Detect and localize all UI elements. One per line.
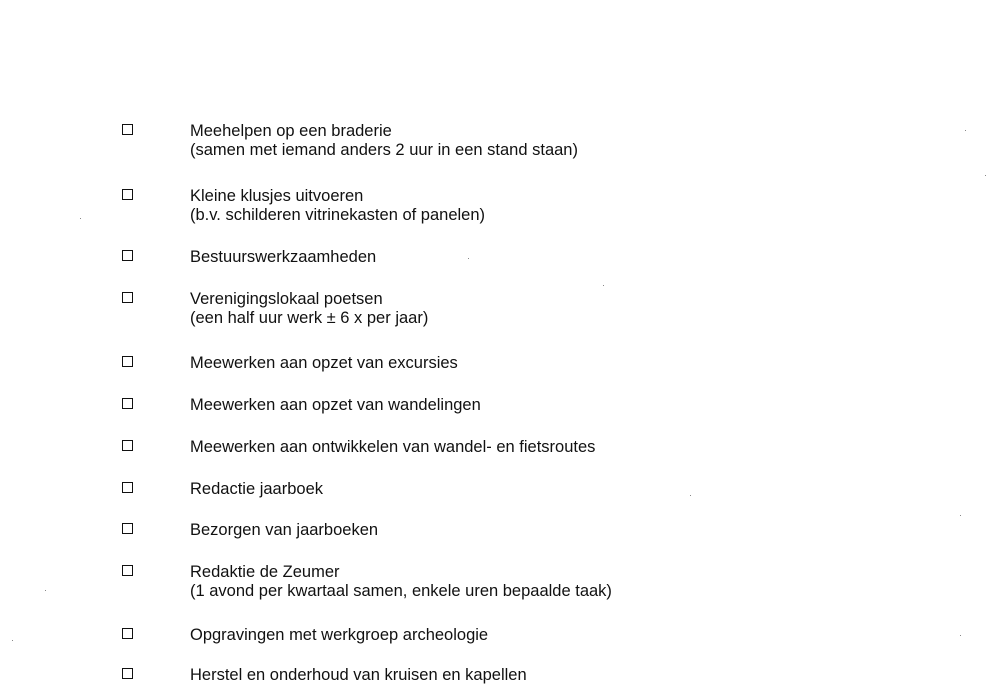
item-note: (b.v. schilderen vitrinekasten of panelen) (190, 206, 486, 224)
scan-speck (603, 285, 604, 286)
item-text (190, 248, 376, 267)
scan-speck (80, 218, 81, 219)
item-note: (1 avond per kwartaal samen, enkele uren bepaalde taak) (190, 582, 612, 600)
checkbox[interactable] (122, 523, 133, 534)
item-title: Bezorgen van jaarboeken (190, 521, 379, 539)
item-text (190, 666, 527, 685)
item-title: Redaktie de Zeumer (190, 563, 340, 581)
item-text (190, 521, 378, 540)
checkbox[interactable] (122, 668, 133, 679)
checkbox[interactable] (122, 292, 133, 303)
item-text (190, 290, 428, 328)
scan-speck (45, 590, 46, 591)
item-text (190, 480, 323, 499)
item-title: Meehelpen op een braderie (190, 122, 392, 140)
item-title: Herstel en onderhoud van kruisen en kapellen (190, 666, 527, 684)
item-text (190, 626, 488, 645)
checkbox[interactable] (122, 482, 133, 493)
checkbox[interactable] (122, 250, 133, 261)
item-title: Meewerken aan ontwikkelen van wandel- en fietsroutes (190, 438, 596, 456)
checkbox[interactable] (122, 398, 133, 409)
item-text (190, 396, 481, 415)
item-title: Redactie jaarboek (190, 480, 323, 498)
item-text (190, 187, 485, 225)
item-title: Verenigingslokaal poetsen (190, 290, 383, 308)
item-title: Opgravingen met werkgroep archeologie (190, 626, 489, 644)
scan-speck (985, 175, 986, 176)
scan-speck (960, 515, 961, 516)
item-title: Meewerken aan opzet van wandelingen (190, 396, 481, 414)
item-text (190, 354, 458, 373)
checkbox[interactable] (122, 124, 133, 135)
scan-speck (965, 130, 966, 131)
item-note: (een half uur werk ± 6 x per jaar) (190, 309, 429, 327)
checkbox[interactable] (122, 189, 133, 200)
scan-speck (960, 635, 961, 636)
checkbox[interactable] (122, 356, 133, 367)
item-title: Kleine klusjes uitvoeren (190, 187, 364, 205)
scan-speck (690, 495, 691, 496)
item-title: Bestuurswerkzaamheden (190, 248, 377, 266)
item-note: (samen met iemand anders 2 uur in een stand staan) (190, 141, 578, 159)
scan-speck (12, 640, 13, 641)
item-text (190, 438, 595, 457)
item-title: Meewerken aan opzet van excursies (190, 354, 458, 372)
item-text (190, 122, 578, 160)
scan-speck (468, 258, 469, 259)
checkbox[interactable] (122, 565, 133, 576)
checkbox[interactable] (122, 628, 133, 639)
item-text (190, 563, 612, 601)
checkbox[interactable] (122, 440, 133, 451)
